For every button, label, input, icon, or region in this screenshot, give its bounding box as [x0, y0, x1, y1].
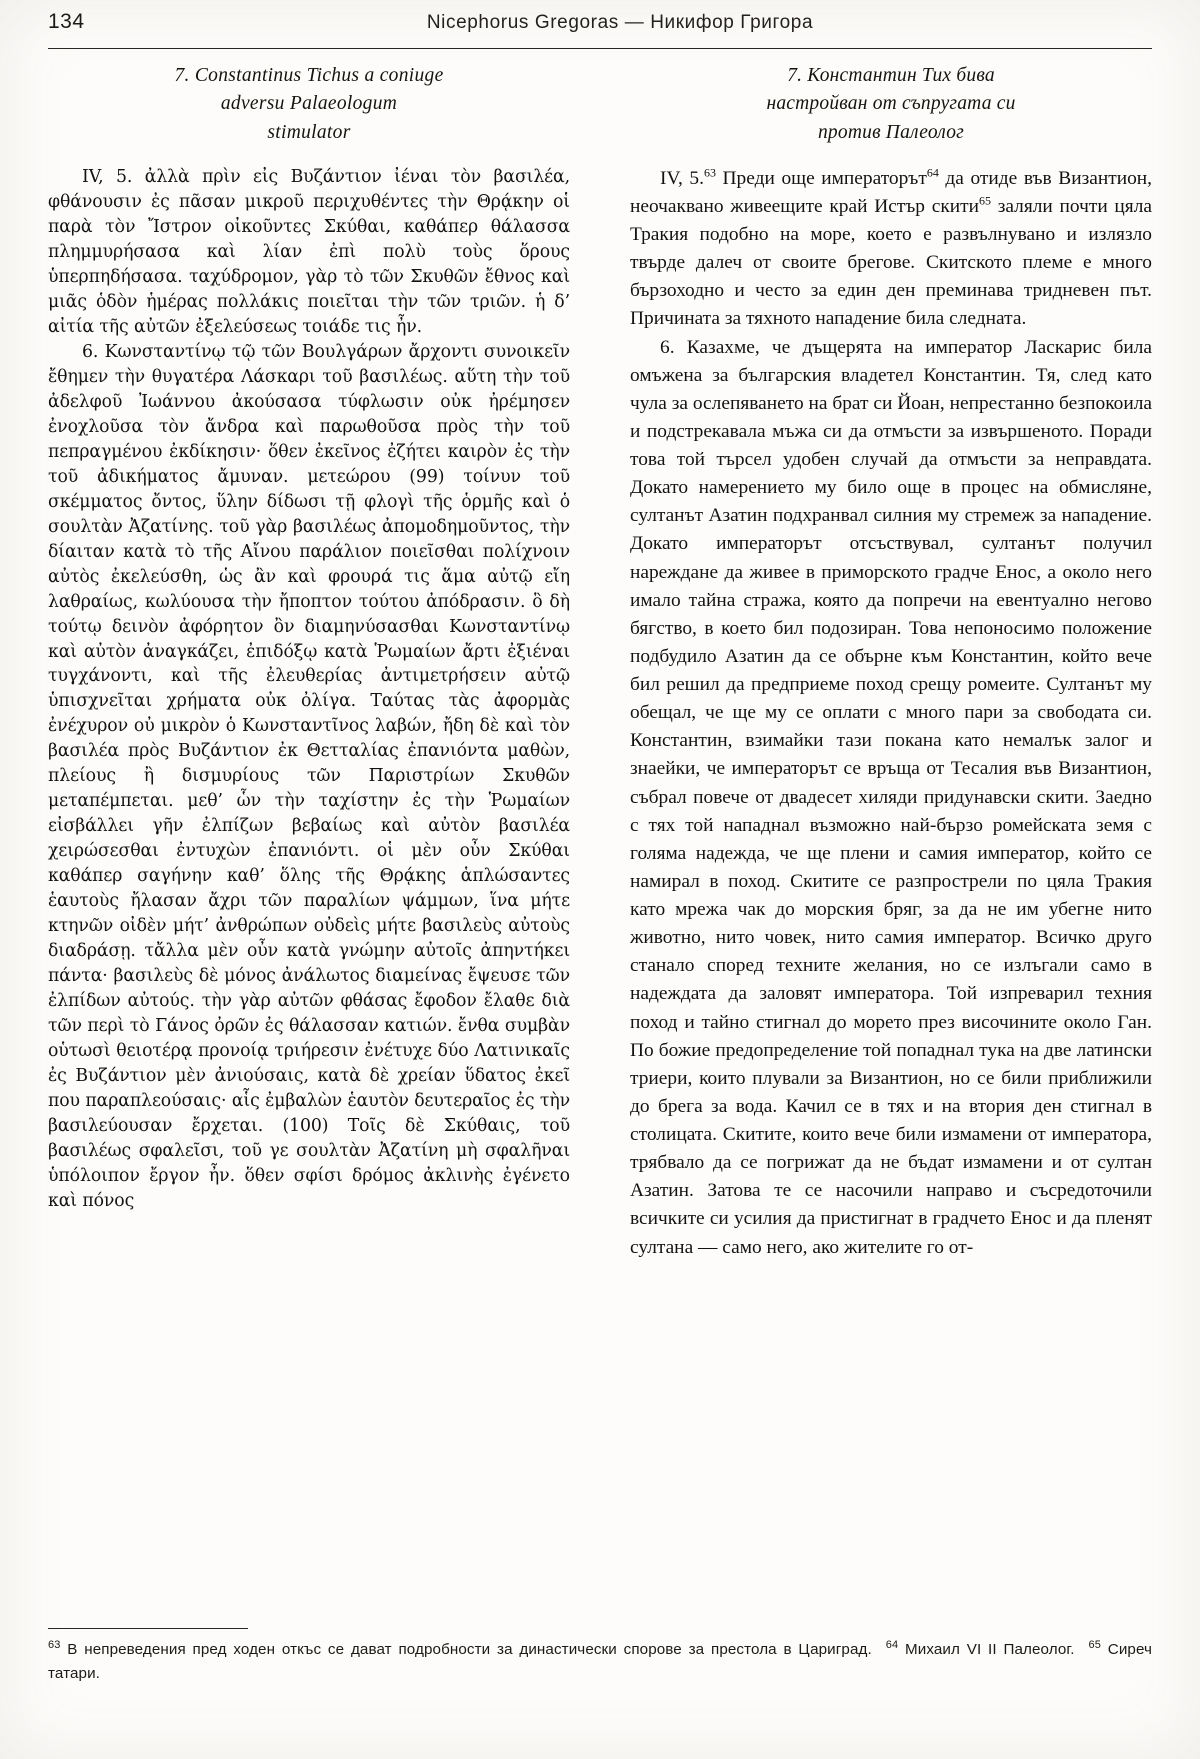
left-heading-line-2: adversu Palaeologum	[220, 93, 398, 115]
footnote-63-text: В непреведения пред ходен откъс се дават подробности за династически спорове за престола в Цариград.	[67, 1641, 872, 1658]
footnote-text	[48, 1638, 1152, 1685]
left-paragraph-1: IV, 5. ἀλλὰ πρὶν εἰς Βυζάντιον ἰέναι τὸν βασιλέα, φθάνουσιν ἐς πᾶσαν μικροῦ περιχυθέντες τὴν Θρᾴκην οἱ παρὰ τὸν Ἴστρον οἰκοῦντες Σκύθαι, καθάπερ θάλασσα πλημμυρήσασα καὶ λίαν ἐπὶ πολὺ τοὺς ὅρους ὑπερπηδήσασα. ταχύδρομον, γὰρ τὸ τῶν Σκυθῶν ἔθνος καὶ μιᾶς ὁδὸν ἡμέρας πολλάκις ποιεῖται τὴν τῶν τριῶν. ἡ δ’ αἰτία τῆς αὐτῶν ἐξελεύσεως τοιάδε τις ἦν.	[48, 166, 570, 337]
footnote-section	[48, 1628, 1152, 1685]
left-heading-line-1: 7. Constantinus Tichus a coniuge	[174, 65, 444, 86]
footnote-64-text: Михаил VI II Палеолог.	[905, 1641, 1075, 1658]
right-heading-line-2: настройван от съпругата си	[766, 93, 1016, 115]
footnote-rule	[48, 1628, 248, 1629]
right-paragraph-2: 6. Казахме, че дъщерята на император Ласкарис била омъжена за българския владетел Константин. Тя, след като чула за ослепяването на брат си Йоан, непрестанно безпокоила и подстрекавала мъжа си да отмъсти за извършеното. Поради това той търсел удобен случай да отмъсти за неправдата. Докато намерението му било още в процес на обмисляне, султанът Азатин подхранвал силния му стремеж за нападение. Докато императорът отсъствувал, султанът получил нареждане да живее в приморското градче Енос, а около него имало тайна стража, която да попречи на евентуално негово бягство, в което бил подозиран. Това непоносимо положение подбудило Азатин да се обърне към Константин, който вече бил решил да предприеме поход срещу ромеите. Султанът му обещал, че ще му се оплати с много пари за свободата си. Константин, взимайки тази покана като немалък залог и знаейки, че императорът се връща от Тесалия във Византион, събрал повече от двадесет хиляди придунавски скити. Заедно с тях той нападнал възможно най-бързо ромейската земя с голяма надежда, че ще плени и самия император, който се намирал в поход. Скитите се разпрострели по цяла Тракия като мрежа чак до морския бряг, за да не им убегне нито животно, нито човек, нито самия император. Всичко друго станало според техните желания, но се излъгали само в надеждата да заловят императора. Той изпреварил техния поход и тайно стигнал до морето през височините около Ган. По божие предопределение той попаднал тука на две латински триери, които плували за Византион, но се били приближили до брега за вода. Качил се в тях и на втория ден стигнал в столицата. Скитите, които вече били измамени от императора, трябвало да се погрижат да не бъдат измамени и от султан Азатин. Затова те се насочили направо и съсредоточили всичките си усилия да пристигнат в градчето Енос и да пленят султана — само него, ако жителите го от-	[630, 336, 1152, 1258]
left-heading-line-3: stimulator	[267, 121, 351, 143]
footnote-65-text: Сиреч татари.	[48, 1641, 1153, 1682]
page-number: 134	[48, 10, 85, 33]
left-paragraph-2: 6. Κωνσταντίνῳ τῷ τῶν Βουλγάρων ἄρχοντι συνοικεῖν ἔθημεν τὴν θυγατέρα Λάσκαρι τοῦ βασιλέως. αὕτη τὴν τοῦ ἀδελφοῦ Ἰωάννου ἀκούσασα τύφλωσιν οὐκ ἠρέμησεν ἐνοχλοῦσα τὸν ἄνδρα καὶ παρωθοῦσα πρὸς τὴν τοῦ πεπραγμένου ἐκδίκησιν· ὅθεν ἐκεῖνος ἐζήτει καιρὸν ἐς τὴν τοῦ ἀδικήματος ἄμυναν. μετεώρου (99) τοίνυν τοῦ σκέμματος ὄντος, ὕλην δίδωσι τῇ φλογὶ τῆς ὁρμῆς καὶ ὁ σουλτὰν Ἀζατίνης. τοῦ γὰρ βασιλέως ἀπομοδημοῦντος, τὴν δίαιταν κατὰ τὸ τῆς Αἴνου παράλιον ποιεῖσθαι πολίχνοιν αὐτὸς ἐκελεύσθη, ὡς ἂν καὶ φρουρά τις ἅμα αὐτῷ εἴη λαθραίως, κωλύουσα τὴν ἤποπτον τούτου ἀπόδρασιν. ὃ δὴ τούτῳ δεινὸν ἀφόρητον ὂν διαμηνύσασθαι Κωνσταντίνῳ καὶ αὐτὸν ἀναγκάζει, ἐπιδόξῳ κατὰ Ῥωμαίων ἄρτι ἐξιέναι τυγχάνοντι, καὶ τῆς ἐλευθερίας ἀντιμετρήσειν αὐτῷ ὑπισχνεῖται χρήματα οὐκ ὀλίγα. Ταύτας τὰς ἀφορμὰς ἐνέχυρον οὐ μικρὸν ὁ Κωνσταντῖνος λαβών, ἤδη δὲ καὶ τὸν βασιλέα πρὸς Βυζάντιον ἐκ Θετταλίας ἐπανιόντα μαθὼν, πλείους ἢ δισμυρίους τῶν Παριστρίων Σκυθῶν μεταπέμπεται. μεθ’ ὧν τὴν ταχίστην ἐς τὴν Ῥωμαίων εἰσβάλλει γῆν ἐλπίζων βεβαίως καὶ αὐτὸν βασιλέα χειρώσεσθαι ἐντυχὼν ἐπανιόντι. οἱ μὲν οὖν Σκύθαι καθάπερ σαγήνην καθ’ ὅλης τῆς Θρᾴκης ἁπλώσαντες ἑαυτοὺς ἤλασαν ἄχρι τῶν παραλίων ψάμμων, ἵνα μήτε κτηνῶν οἰδὲν μήτ’ ἀνθρώπων οὐδεὶς μήτε βασιλεὺς αὐτοὺς διαδράσῃ. τἄλλα μὲν οὖν κατὰ γνώμην αὐτοῖς ἀπηντήκει πάντα· βασιλεὺς δὲ μόνος ἀνάλωτος διαμείνας ἔψευσε τῶν ἐλπίδων αὐτούς. τὴν γὰρ αὐτῶν φθάσας ἔφοδον ἔλαθε διὰ τῶν περὶ τὸ Γάνος ὀρῶν ἐς θάλασσαν κατιών. ἔνθα συμβὰν οὑτωσὶ θειοτέρᾳ προνοίᾳ τριήρεσιν ἐνέτυχε δύο Λατινικαῖς ἐς Βυζάντιον μὲν ἀνιούσαις, κατὰ δὲ χρείαν ὕδατος ἐκεῖ που παραπλεούσαις· αἷς ἐμβαλὼν ἑαυτὸν δευτεραῖος ἐς τὴν βασιλεύουσαν ἔρχεται. (100) Τοῖς δὲ Σκύθαις, τοῦ βασιλέως σφαλεῖσι, τοῦ γε σουλτὰν Ἀζατίνη μὴ σφαλῆναι ὑπόλοιπον ἔργον ἦν. ὅθεν σφίσι δρόμος ἀκλινὴς ἐγένετο καὶ πόνος	[48, 341, 570, 1212]
right-paragraph-1: IV, 5.63 Преди още императорът$^{64}$ да отиде във Византион, неочаквано живеещите край Истър скити$^{65}$ заляли почти цяла Тракия подобно на море, което е развълнувано и излязло твърде далеч от своите брегове. Скитското племе е много бързоходно и често за един ден преминава тридневен път. Причината за тяхното нападение била следната.	[630, 165, 1153, 330]
footnote-63-number: 63	[48, 1638, 61, 1651]
right-heading-line-1: 7. Константин Тих бива	[787, 65, 995, 86]
right-heading-line-3: против Палеолог	[817, 121, 964, 143]
right-column-bulgarian	[630, 62, 1152, 1262]
left-column-greek	[48, 62, 570, 1262]
footnote-65-number: 65	[1088, 1638, 1101, 1651]
footnote-64-number: 64	[885, 1638, 899, 1651]
left-column-heading	[48, 62, 570, 147]
running-title: Nicephorus Gregoras — Никифор Григора	[426, 12, 814, 33]
right-column-heading	[630, 62, 1152, 147]
footnote-64	[885, 1638, 1075, 1658]
footnote-63	[48, 1638, 872, 1658]
two-column-body	[48, 62, 1152, 1262]
page-header	[48, 8, 1152, 49]
